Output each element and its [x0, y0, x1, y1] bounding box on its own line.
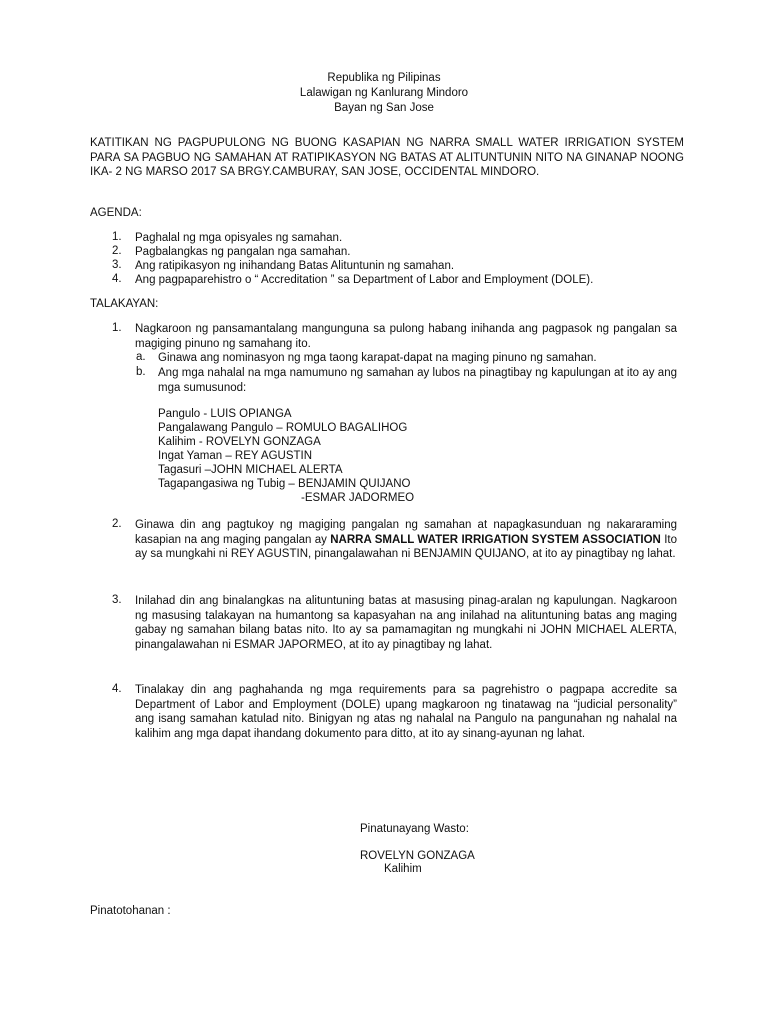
agenda-item-text: Pagbalangkas ng pangalan nga samahan.: [135, 246, 351, 258]
agenda-item-number: 3.: [112, 259, 122, 271]
certified-label: Pinatunayang Wasto:: [360, 823, 469, 835]
sub-item-label: a.: [136, 351, 146, 363]
header-province: Lalawigan ng Kanlurang Mindoro: [299, 87, 469, 99]
signatory-name: ROVELYN GONZAGA: [360, 850, 475, 862]
agenda-item-number: 2.: [112, 245, 122, 257]
association-name: NARRA SMALL WATER IRRIGATION SYSTEM ASSOCIATION: [330, 533, 661, 546]
agenda-item-text: Ang ratipikasyon ng inihandang Batas Alituntunin ng samahan.: [135, 260, 455, 272]
agenda-heading: AGENDA:: [90, 207, 142, 219]
talakayan-item-number: 3.: [112, 594, 122, 606]
agenda-item-number: 4.: [112, 273, 122, 285]
officer-line: Pangalawang Pangulo – ROMULO BAGALIHOG: [158, 422, 408, 434]
sub-item-text: Ginawa ang nominasyon ng mga taong karapat-dapat na maging pinuno ng samahan.: [158, 352, 597, 364]
talakayan-item-number: 2.: [112, 518, 122, 530]
officer-line: Tagasuri –JOHN MICHAEL ALERTA: [158, 464, 343, 476]
agenda-item-text: Ang pagpaparehistro o “ Accreditation ” sa Department of Labor and Employment (DOLE).: [135, 274, 594, 286]
header-republic: Republika ng Pilipinas: [327, 72, 441, 84]
agenda-item-number: 1.: [112, 231, 122, 243]
officer-line: Ingat Yaman – REY AGUSTIN: [158, 450, 313, 462]
officer-line: Tagapangasiwa ng Tubig – BENJAMIN QUIJANO: [158, 478, 411, 490]
header-municipality: Bayan ng San Jose: [334, 102, 434, 114]
sub-item-label: b.: [136, 366, 146, 378]
talakayan-item-text: Nagkaroon ng pansamantalang mangunguna sa pulong habang inihanda ang pagpasok ng pangalan sa magiging pinuno ng samahang ito.: [135, 323, 677, 350]
officer-line: Kalihim - ROVELYN GONZAGA: [158, 436, 321, 448]
agenda-item-text: Paghalal ng mga opisyales ng samahan.: [135, 232, 343, 244]
talakayan-item-text: Inilahad din ang binalangkas na alituntuning batas at masusing pinag-aralan ng kapulungan. Nagkaroon ng masusing talakayan na humantong sa kapasyahan na ang inilahad na alituntuning batas ang maging gabay ng samahan bilang batas nito. Ito ay sa pamamagitan ng mungkahi ni JOHN MICHAEL ALERTA, pinangalawahan ni ESMAR JAPORMEO, at ito ay pinagtibay ng lahat.: [135, 595, 677, 651]
officer-line-continued: -ESMAR JADORMEO: [301, 492, 415, 504]
talakayan-item-text: Tinalakay din ang paghahanda ng mga requirements para sa pagrehistro o pagpapa accredite sa Department of Labor and Employment (DOLE) upang magkaroon ng tinatawag na “judicial personality” ang isang samahan katulad nito. Binigyan ng atas ng nahalal na Pangulo na pangunahan ng nahalal na kalihim ang mga dapat ihandang dokumento para ditto, at ito ay sinang-ayunan ng lahat.: [135, 684, 677, 740]
officer-line: Pangulo - LUIS OPIANGA: [158, 408, 292, 420]
talakayan-item-number: 4.: [112, 683, 122, 695]
item2-text-part2: Ito ay sa mungkahi ni REY AGUSTIN, pinangalawahan ni BENJAMIN QUIJANO, at ito ay pinagtibay ng lahat.: [135, 533, 677, 560]
item2-text-part1: Ginawa din ang pagtukoy ng magiging pangalan ng samahan at napagkasunduan ng nakararaming kasapian na ang maging pangalan ay: [135, 519, 677, 546]
talakayan-item-text: [135, 518, 677, 562]
talakayan-item-number: 1.: [112, 322, 122, 334]
talakayan-heading: TALAKAYAN:: [90, 298, 159, 310]
sub-item-text: Ang mga nahalal na mga namumuno ng samahan ay lubos na pinagtibay ng kapulungan at ito ay ang mga sumusunod:: [158, 367, 677, 394]
signatory-role: Kalihim: [384, 863, 422, 875]
attested-label: Pinatotohanan :: [90, 905, 171, 917]
document-title: KATITIKAN NG PAGPUPULONG NG BUONG KASAPIAN NG NARRA SMALL WATER IRRIGATION SYSTEM PARA SA PAGBUO NG SAMAHAN AT RATIPIKASYON NG BATAS AT ALITUNTUNIN NITO NA GINANAP NOONG IKA- 2 NG MARSO 2017 SA BRGY.CAMBURAY, SAN JOSE, OCCIDENTAL MINDORO.: [90, 137, 684, 178]
